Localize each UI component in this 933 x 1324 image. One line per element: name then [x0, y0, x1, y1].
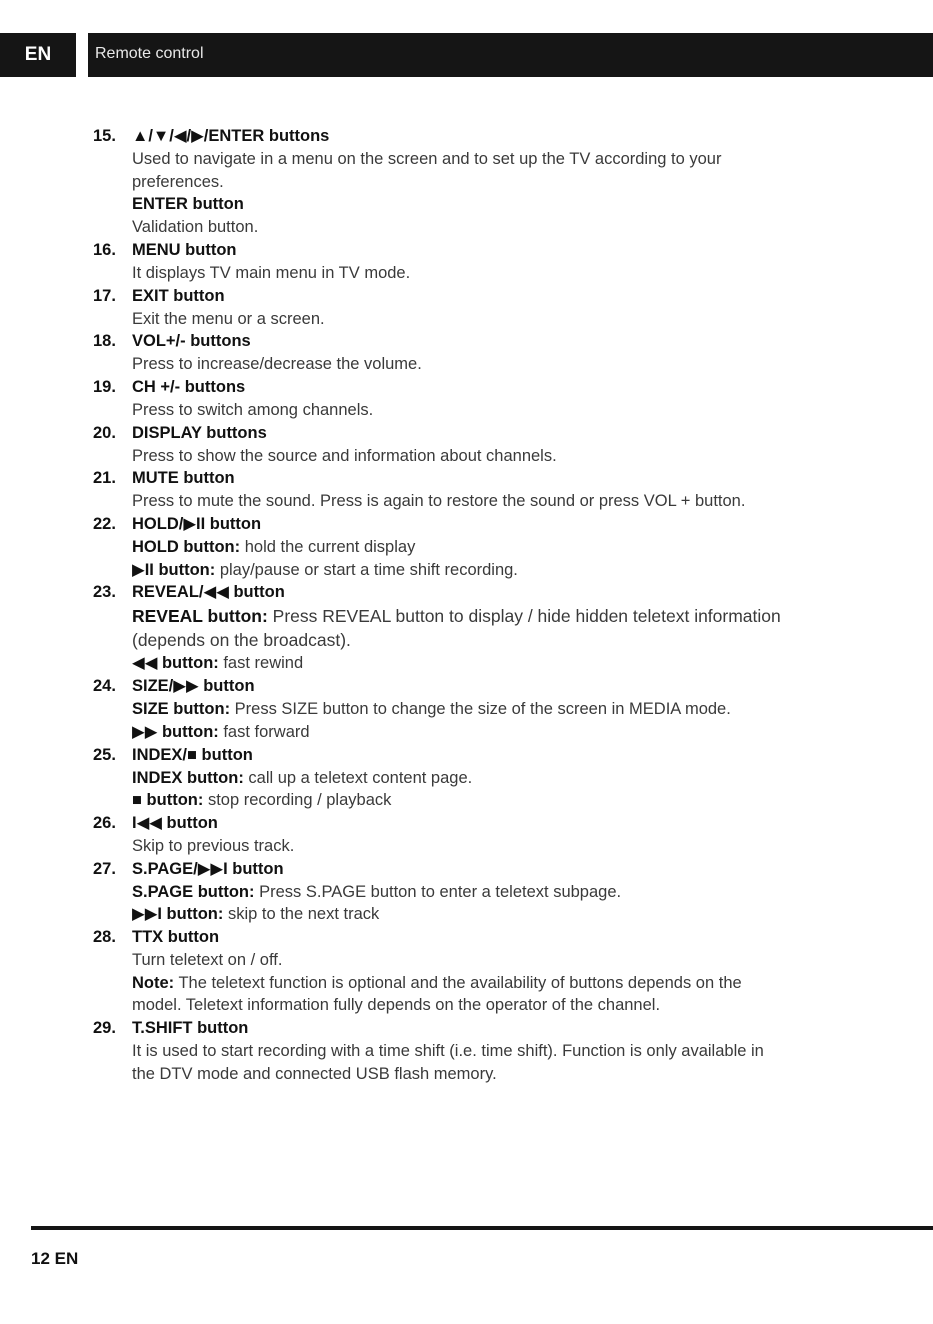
item-title: VOL+/- buttons: [132, 332, 251, 351]
list-item: [93, 467, 833, 513]
list-item: [93, 376, 833, 422]
inline-label: Note:: [132, 973, 175, 992]
line-text: Press to increase/decrease the volume.: [132, 355, 422, 374]
inline-label: INDEX button:: [132, 768, 244, 787]
item-number: 24.: [93, 677, 116, 696]
line-text: (depends on the broadcast).: [132, 630, 351, 651]
line-text: Press SIZE button to change the size of the screen in MEDIA mode.: [230, 700, 731, 719]
item-description-line: [132, 353, 833, 376]
inline-label: S.PAGE button:: [132, 882, 255, 901]
item-number: 20.: [93, 423, 116, 442]
line-text: The teletext function is optional and the availability of buttons depends on the: [174, 973, 742, 992]
item-description-line: [132, 881, 833, 904]
item-description-line: [132, 698, 833, 721]
list-item: [93, 812, 833, 858]
item-description-line: [132, 903, 833, 926]
item-description-line: [132, 789, 833, 812]
list-item: [93, 744, 833, 812]
item-description-line: [132, 490, 833, 513]
line-text: preferences.: [132, 172, 224, 191]
list-item: [93, 239, 833, 285]
inline-label: ■ button:: [132, 791, 204, 810]
item-description-line: [132, 171, 833, 194]
line-text: Skip to previous track.: [132, 836, 295, 855]
item-description-line: [132, 1063, 833, 1086]
inline-label: ▶II button:: [132, 560, 216, 579]
item-title: I◀◀ button: [132, 813, 218, 832]
inline-label: REVEAL button:: [132, 606, 268, 627]
item-description-line: [132, 216, 833, 239]
item-description-line: [132, 445, 833, 468]
item-description-line: [132, 148, 833, 171]
list-item: [93, 513, 833, 581]
item-number: 27.: [93, 859, 116, 878]
list-item: [93, 422, 833, 468]
line-text: Press REVEAL button to display / hide hidden teletext information: [267, 606, 781, 627]
line-text: Press to mute the sound. Press is again to restore the sound or press VOL + button.: [132, 492, 746, 511]
item-description-line: [132, 652, 833, 675]
item-title: SIZE/▶▶ button: [132, 677, 255, 696]
item-number: 21.: [93, 469, 116, 488]
list-item: [93, 581, 833, 675]
line-text: Press S.PAGE button to enter a teletext subpage.: [254, 882, 622, 901]
item-description-line: [132, 604, 833, 628]
item-title: REVEAL/◀◀ button: [132, 583, 285, 602]
item-description-line: [132, 1040, 833, 1063]
item-description-line: [132, 994, 833, 1017]
item-description-line: [132, 721, 833, 744]
item-title: S.PAGE/▶▶I button: [132, 859, 284, 878]
line-text: play/pause or start a time shift recording.: [215, 560, 518, 579]
line-text: the DTV mode and connected USB flash memory.: [132, 1064, 497, 1083]
inline-label: SIZE button:: [132, 700, 231, 719]
item-title: EXIT button: [132, 286, 225, 305]
inline-label: ▶▶I button:: [132, 905, 224, 924]
line-text: Used to navigate in a menu on the screen and to set up the TV according to your: [132, 150, 722, 168]
item-description-line: [132, 767, 833, 790]
line-text: model. Teletext information fully depends on the operator of the channel.: [132, 996, 661, 1015]
page-number: 12 EN: [31, 1249, 79, 1268]
inline-label: ▶▶ button:: [132, 722, 219, 741]
item-number: 29.: [93, 1019, 116, 1038]
item-title: INDEX/■ button: [132, 745, 253, 764]
line-text: It displays TV main menu in TV mode.: [132, 263, 411, 282]
line-text: stop recording / playback: [203, 791, 392, 810]
item-title: MUTE button: [132, 469, 235, 488]
list-item: [93, 125, 833, 239]
item-number: 19.: [93, 377, 116, 396]
list-item: [93, 675, 833, 743]
item-number: 26.: [93, 813, 116, 832]
item-title: HOLD/▶II button: [132, 515, 262, 534]
section-title: Remote control: [95, 45, 204, 62]
item-description-line: [132, 972, 833, 995]
line-text: It is used to start recording with a time shift (i.e. time shift). Function is only available in: [132, 1042, 764, 1061]
line-text: Exit the menu or a screen.: [132, 309, 325, 328]
item-description-line: [132, 949, 833, 972]
item-description-line: [132, 262, 833, 285]
line-text: fast rewind: [218, 654, 304, 673]
list-item: [93, 285, 833, 331]
item-title: MENU button: [132, 240, 237, 259]
line-text: Press to show the source and information about channels.: [132, 446, 557, 465]
line-text: skip to the next track: [223, 905, 380, 924]
inline-label: ENTER button: [132, 195, 244, 214]
list-item: [93, 926, 833, 1017]
item-title: ▲/▼/◀/▶/ENTER buttons: [132, 127, 330, 145]
line-text: hold the current display: [240, 538, 416, 557]
item-description-line: [132, 308, 833, 331]
item-title: TTX button: [132, 928, 220, 947]
item-title: CH +/- buttons: [132, 377, 246, 396]
item-number: 18.: [93, 332, 116, 351]
item-number: 17.: [93, 286, 116, 305]
list-item: [93, 330, 833, 376]
line-text: fast forward: [218, 722, 310, 741]
item-number: 15.: [93, 127, 116, 145]
item-title: T.SHIFT button: [132, 1019, 249, 1038]
line-text: Turn teletext on / off.: [132, 951, 283, 970]
button-description-list: [93, 125, 833, 1086]
item-number: 28.: [93, 928, 116, 947]
language-tab: EN: [0, 33, 76, 77]
item-number: 23.: [93, 583, 116, 602]
item-number: 25.: [93, 745, 116, 764]
item-description-line: [132, 399, 833, 422]
line-text: Validation button.: [132, 218, 259, 237]
inline-label: HOLD button:: [132, 538, 241, 557]
item-description-line: [132, 536, 833, 559]
item-description-line: [132, 559, 833, 582]
list-item: [93, 858, 833, 926]
item-title: DISPLAY buttons: [132, 423, 267, 442]
line-text: call up a teletext content page.: [243, 768, 473, 787]
inline-label: ◀◀ button:: [132, 654, 219, 673]
item-description-line: [132, 628, 833, 652]
item-description-line: [132, 835, 833, 858]
item-number: 22.: [93, 515, 116, 534]
item-number: 16.: [93, 240, 116, 259]
line-text: Press to switch among channels.: [132, 400, 374, 419]
page-header: [0, 33, 933, 77]
header-separator: [76, 33, 88, 77]
footer-rule: [31, 1226, 933, 1230]
item-description-line: [132, 193, 833, 216]
list-item: [93, 1017, 833, 1085]
